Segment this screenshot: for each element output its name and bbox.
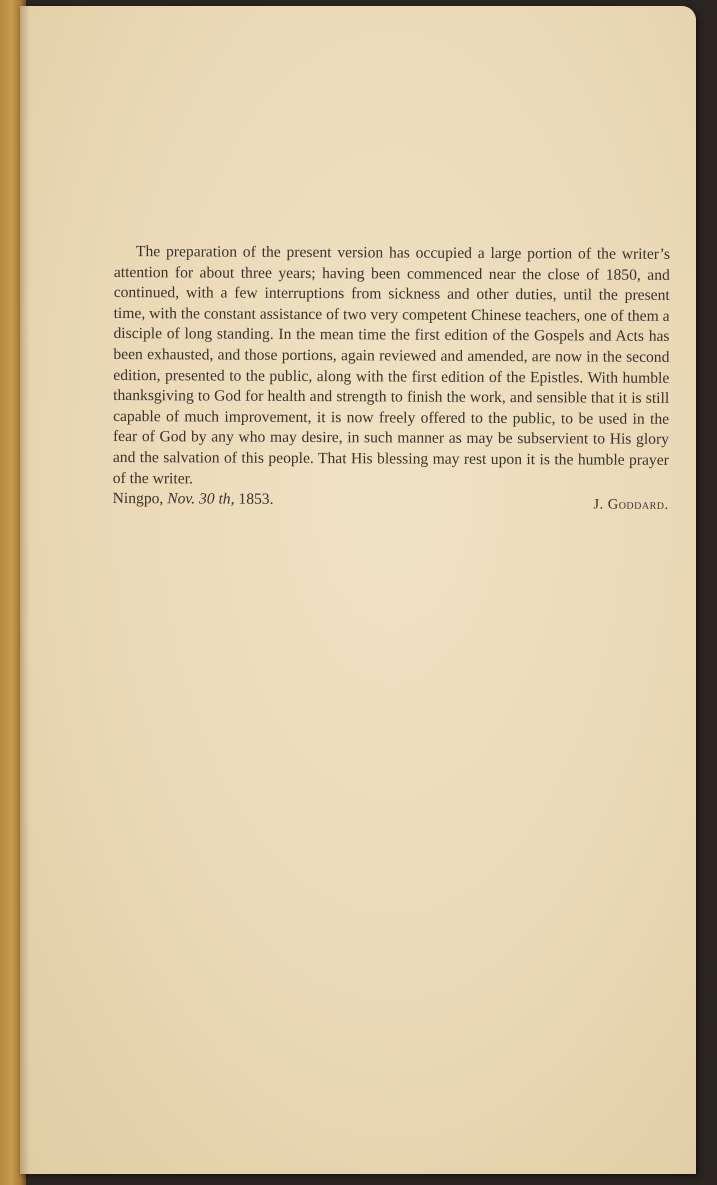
place-name: Ningpo,	[112, 490, 164, 508]
signoff-line	[113, 489, 669, 514]
page-gutter-shadow	[20, 6, 30, 1174]
date-text: Nov. 30 th,	[167, 490, 235, 508]
preface-paragraph: The preparation of the present version has occupied a large portion of the writer’s attention for about three years; having been commenced near the close of 1850, and continued, with a few interruptions from sickness and other duties, until the present time, with the constant assistance of two very competent Chinese teachers, one of them a disciple of long standing. In the mean time the first edition of the Gospels and Acts has been exhausted, and those portions, again reviewed and amended, are now in the second edition, presented to the public, along with the first edition of the Epistles. With humble thanksgiving to God for health and strength to finish the work, and sensible that it is still capable of much improvement, it is now freely offered to the public, to be used in the fear of God by any who may desire, in such manner as may be subservient to His glory and the salvation of this people. That His blessing may rest upon it is the humble prayer of the writer.	[112, 243, 670, 487]
book-page	[20, 6, 696, 1174]
dateline	[113, 489, 274, 510]
year-text: 1853.	[238, 490, 274, 508]
author-signature: J. Goddard.	[593, 496, 669, 514]
preface-text	[113, 242, 670, 514]
